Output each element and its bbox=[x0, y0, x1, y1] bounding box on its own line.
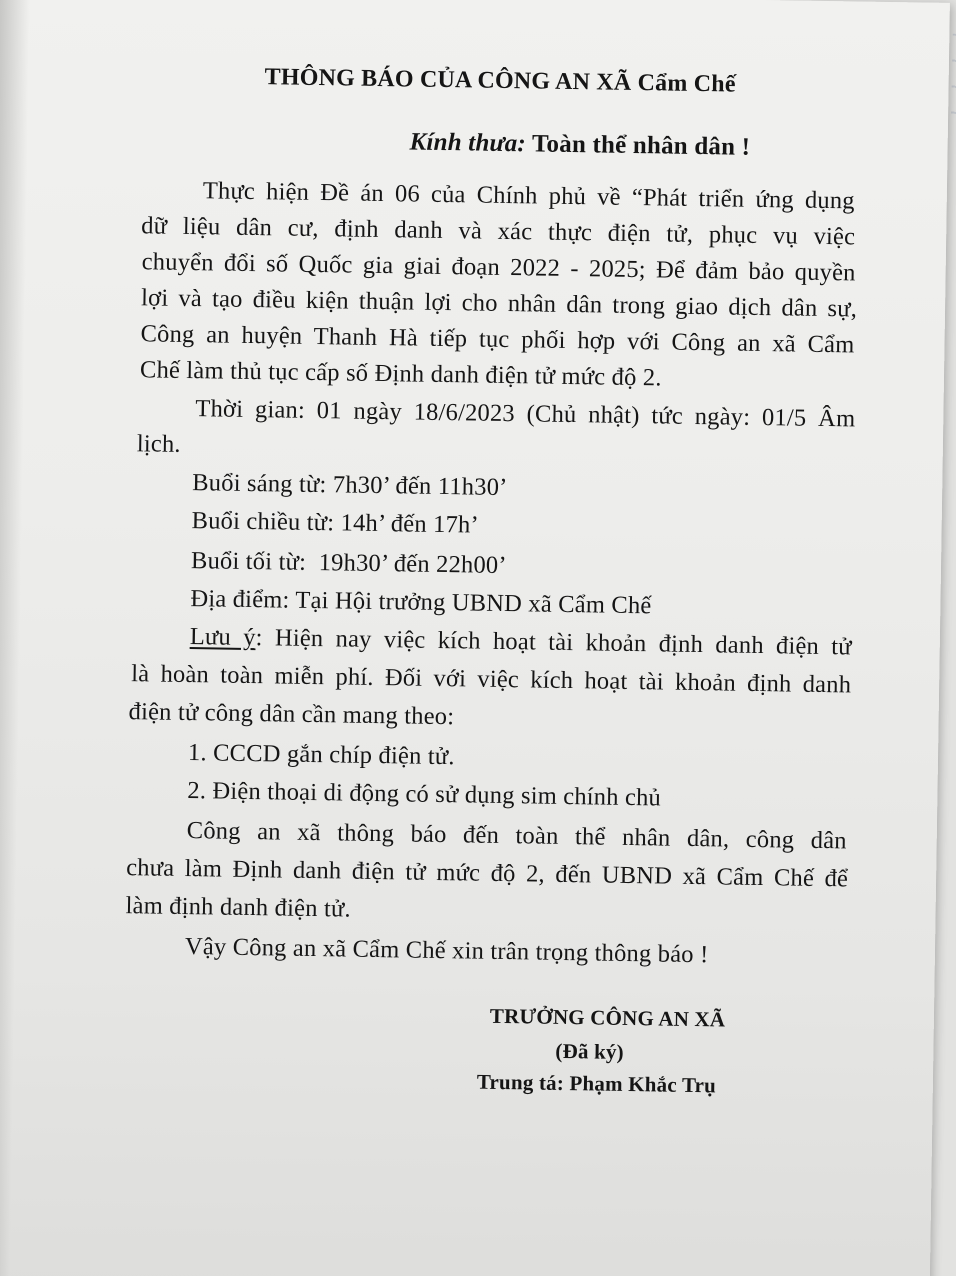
greeting bbox=[409, 128, 750, 161]
signature-status: (Đã ký) bbox=[555, 1038, 625, 1064]
closing-line-3: làm định danh điện tử. bbox=[125, 892, 352, 923]
notice-title: THÔNG BÁO CỦA CÔNG AN XÃ Cẩm Chế bbox=[264, 64, 736, 98]
bleed-through-lines bbox=[951, 34, 956, 135]
note-line-3: điện tử công dân cần mang theo: bbox=[128, 698, 455, 731]
signature-name: Trung tá: Phạm Khắc Trụ bbox=[476, 1069, 717, 1098]
intro-line-6: Chế làm thủ tục cấp số Định danh điện tử mức độ 2. bbox=[139, 356, 662, 392]
intro-line-1: Thực hiện Đề án 06 của Chính phủ về “Phát triển ứng dụng bbox=[202, 177, 855, 215]
intro-line-2: dữ liệu dân cư, định danh và xác thực điện tử, phục vụ việc bbox=[141, 212, 856, 251]
closing-line-2: chưa làm Định danh điện tử mức độ 2, đến UBND xã Cẩm Chế để bbox=[125, 854, 849, 893]
intro-line-5: Công an huyện Thanh Hà tiếp tục phối hợp với Công an xã Cẩm bbox=[140, 320, 855, 359]
location: Địa điểm: Tại Hội trưởng UBND xã Cẩm Chế bbox=[190, 585, 652, 620]
greeting-label: Kính thưa: bbox=[409, 128, 527, 158]
required-item-1: 1. CCCD gắn chíp điện tử. bbox=[187, 739, 455, 771]
session-afternoon: Buổi chiều từ: 14h’ đến 17h’ bbox=[191, 507, 480, 539]
time-line-2: lịch. bbox=[136, 430, 181, 458]
intro-line-3: chuyển đổi số Quốc gia giai đoạn 2022 - 2025; Để đảm bảo quyền bbox=[141, 248, 856, 287]
note-line-1-text: : Hiện nay việc kích hoạt tài khoản định danh điện tử bbox=[255, 624, 852, 661]
note-line-1 bbox=[190, 623, 852, 661]
greeting-text: Toàn thể nhân dân ! bbox=[531, 130, 751, 161]
note-line-2: là hoàn toàn miễn phí. Đối với việc kích hoạt tài khoản định danh bbox=[131, 660, 852, 699]
paper-edge-shadow bbox=[0, 0, 30, 1276]
session-morning: Buổi sáng từ: 7h30’ đến 11h30’ bbox=[192, 469, 508, 502]
time-line-1: Thời gian: 01 ngày 18/6/2023 (Chủ nhật) tức ngày: 01/5 Âm bbox=[195, 395, 856, 433]
session-evening: Buổi tối từ: 19h30’ đến 22h00’ bbox=[190, 547, 507, 580]
note-label: Lưu ý bbox=[189, 623, 256, 652]
signature-role: TRƯỞNG CÔNG AN XÃ bbox=[489, 1003, 726, 1032]
closing-line-1: Công an xã thông báo đến toàn thể nhân dân, công dân bbox=[186, 817, 847, 855]
final-statement: Vậy Công an xã Cẩm Chế xin trân trọng thông báo ! bbox=[184, 933, 709, 969]
required-item-2: 2. Điện thoại di động có sử dụng sim chính chủ bbox=[187, 777, 662, 812]
intro-line-4: lợi và tạo điều kiện thuận lợi cho nhân dân trong giao dịch dân sự, bbox=[140, 284, 858, 323]
